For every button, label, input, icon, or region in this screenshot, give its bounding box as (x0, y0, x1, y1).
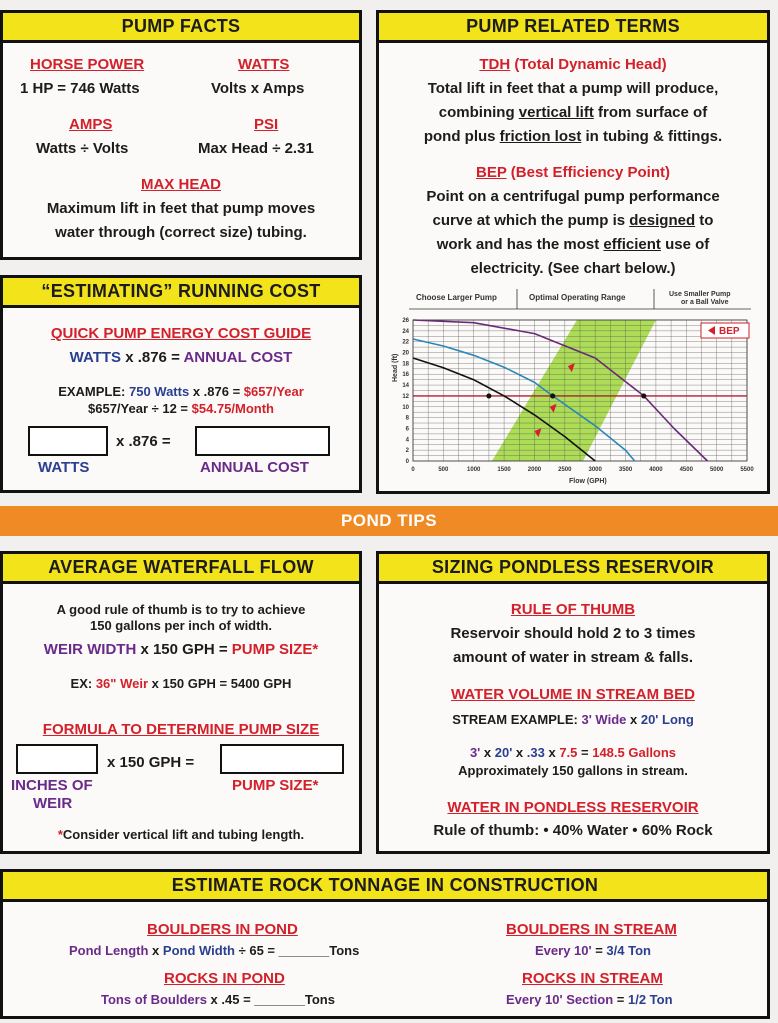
bep-legend-label: BEP (719, 326, 740, 337)
operating-point-dot (550, 393, 555, 398)
formula-gph: x 150 GPH = (136, 641, 232, 658)
running-cost-panel (0, 275, 362, 493)
waterfall-example-weir: 36" Weir (95, 676, 148, 691)
calc-x2: x (512, 745, 527, 760)
cost-example-monthly (3, 401, 359, 416)
example-label: EXAMPLE: (58, 384, 129, 399)
calc-length: 20' (494, 745, 513, 760)
rocks-pond-title: ROCKS IN POND (164, 970, 285, 987)
tdh-full: (Total Dynamic Head) (510, 56, 667, 73)
max-head-line1: Maximum lift in feet that pump moves (46, 200, 316, 217)
stream-example-x: x (626, 712, 641, 727)
boulders-stream-title: BOULDERS IN STREAM (506, 921, 677, 938)
calc-depth: .33 (526, 745, 545, 760)
bp-x: x (148, 943, 163, 958)
formula-annual: ANNUAL COST (183, 349, 293, 366)
chart-top-label-larger: Choose Larger Pump (416, 293, 497, 302)
waterfall-example (3, 676, 359, 691)
chart-y-tick-label: 14 (402, 383, 409, 390)
waterfall-note (3, 827, 359, 842)
rs-value: 1/2 Ton (627, 992, 673, 1007)
rocks-pond-formula (101, 992, 335, 1007)
rock-tonnage-panel (0, 869, 770, 1019)
bp-pond-length: Pond Length (69, 943, 149, 958)
horse-power-value: 1 HP = 746 Watts (20, 80, 140, 97)
pondless-line: Rule of thumb: • 40% Water • 60% Rock (433, 822, 713, 839)
box-annual-label: ANNUAL COST (200, 459, 309, 476)
pump-size-label: PUMP SIZE* (232, 777, 319, 794)
pump-performance-chart (379, 287, 767, 487)
box-multiplier: x .876 = (116, 433, 171, 450)
rp-rest: x .45 = _______Tons (206, 992, 335, 1007)
rule-line2: amount of water in stream & falls. (452, 649, 694, 666)
tdh-line2-c: from surface of (593, 104, 708, 121)
bep-line2 (379, 209, 767, 233)
boulders-pond-title: BOULDERS IN POND (147, 921, 298, 938)
bep-line2-a: curve at which the pump is (432, 212, 630, 229)
pump-terms-panel (376, 10, 770, 494)
bep-line3-c: use of (660, 236, 710, 253)
example-year: $657/Year (243, 384, 304, 399)
stream-approx: Approximately 150 gallons in stream. (458, 763, 688, 778)
chart-x-tick-label: 5500 (740, 467, 754, 473)
formula-multiplier: x .876 = (121, 349, 184, 366)
tdh-heading (379, 53, 767, 77)
chart-plot-area (402, 289, 754, 473)
chart-y-axis-label: Head (ft) (392, 353, 399, 382)
calc-width: 3' (469, 745, 481, 760)
rs-eq: = (613, 992, 628, 1007)
box-watts-label: WATTS (38, 459, 90, 476)
pondless-title: WATER IN PONDLESS RESERVOIR (447, 799, 699, 816)
rock-tonnage-title: ESTIMATE ROCK TONNAGE IN CONSTRUCTION (3, 872, 767, 902)
calc-result: 148.5 Gallons (592, 745, 677, 760)
bs-eq: = (591, 943, 607, 958)
chart-y-tick-label: 18 (402, 361, 409, 368)
annual-cost-input-box[interactable] (195, 426, 330, 456)
chart-y-tick-label: 24 (402, 328, 409, 335)
psi-label: PSI (254, 116, 279, 133)
bs-value: 3/4 Ton (606, 943, 651, 958)
tdh-line3 (379, 125, 767, 149)
chart-x-tick-label: 0 (411, 467, 415, 473)
example-monthly-b: $54.75/Month (191, 401, 274, 416)
chart-x-tick-label: 4000 (649, 467, 663, 473)
stream-example (379, 712, 767, 727)
calc-eq: = (577, 745, 593, 760)
formula-pump-size: PUMP SIZE* (231, 641, 319, 658)
chart-x-tick-label: 500 (438, 467, 449, 473)
bep-efficient: efficient (603, 236, 661, 253)
calc-x1: x (480, 745, 495, 760)
max-head-label: MAX HEAD (140, 176, 221, 193)
chart-y-tick-label: 2 (405, 448, 409, 455)
chart-y-tick-label: 8 (405, 415, 409, 422)
pump-size-input-box[interactable] (220, 744, 344, 774)
running-cost-title: “ESTIMATING” RUNNING COST (3, 278, 359, 308)
waterfall-example-a: EX: (70, 676, 96, 691)
bep-abbr: BEP (476, 164, 507, 181)
chart-x-tick-label: 3500 (618, 467, 633, 473)
operating-point-dot (641, 393, 646, 398)
chart-y-tick-label: 20 (402, 350, 409, 357)
weir-label: WEIR (33, 795, 73, 812)
waterfall-title: AVERAGE WATERFALL FLOW (3, 554, 359, 584)
watts-input-box[interactable] (28, 426, 108, 456)
calc-x3: x (544, 745, 560, 760)
pump-terms-title: PUMP RELATED TERMS (379, 13, 767, 43)
bp-rest: ÷ 65 = _______Tons (235, 943, 360, 958)
chart-x-tick-label: 2500 (558, 467, 572, 473)
example-mid: x .876 = (189, 384, 244, 399)
chart-x-axis-label: Flow (GPH) (569, 478, 607, 485)
rocks-stream-formula (506, 992, 673, 1007)
chart-y-tick-label: 16 (402, 372, 409, 379)
bep-line2-c: to (695, 212, 714, 229)
horse-power-label: HORSE POWER (30, 56, 145, 73)
formula-watts: WATTS (69, 349, 122, 366)
tdh-friction-lost: friction lost (499, 128, 582, 145)
inches-of-label: INCHES OF (11, 777, 93, 794)
chart-y-tick-label: 26 (402, 318, 409, 324)
chart-y-tick-label: 12 (402, 393, 409, 400)
chart-x-tick-label: 5000 (709, 467, 724, 473)
stream-example-a: STREAM EXAMPLE: (452, 712, 582, 727)
example-monthly-a: $657/Year ÷ 12 = (88, 401, 192, 416)
tdh-vertical-lift: vertical lift (518, 104, 594, 121)
stream-example-wide: 3' Wide (581, 712, 627, 727)
pump-facts-panel (0, 10, 362, 260)
tdh-line3-c: in tubing & fittings. (581, 128, 723, 145)
calc-factor: 7.5 (559, 745, 578, 760)
tdh-abbr: TDH (479, 56, 511, 73)
waterfall-intro-1: A good rule of thumb is to try to achieve (56, 602, 306, 617)
rs-every: Every 10' Section (506, 992, 614, 1007)
formula-title: FORMULA TO DETERMINE PUMP SIZE (42, 721, 320, 738)
formula-weir-width: WEIR WIDTH (43, 641, 137, 658)
reservoir-title: SIZING PONDLESS RESERVOIR (379, 554, 767, 584)
example-watts: 750 Watts (128, 384, 190, 399)
chart-top-label-smaller-1: Use Smaller Pump (669, 291, 731, 298)
amps-label: AMPS (69, 116, 113, 133)
tdh-line2-a: combining (438, 104, 519, 121)
reservoir-panel (376, 551, 770, 854)
waterfall-formula (3, 638, 359, 662)
rp-tons: Tons of Boulders (101, 992, 207, 1007)
waterfall-intro-2: 150 gallons per inch of width. (89, 618, 273, 633)
boulders-stream-formula (535, 943, 651, 958)
chart-x-tick-label: 4500 (679, 467, 693, 473)
boulders-pond-formula (69, 943, 359, 958)
rule-of-thumb-title: RULE OF THUMB (510, 601, 636, 618)
chart-x-tick-label: 1000 (467, 467, 481, 473)
note-asterisk: * (57, 827, 63, 842)
quick-guide-title: QUICK PUMP ENERGY COST GUIDE (50, 325, 312, 342)
chart-x-tick-label: 1500 (497, 467, 511, 473)
cost-formula (3, 346, 359, 370)
chart-y-tick-label: 22 (402, 339, 409, 346)
chart-top-label-smaller-2: or a Ball Valve (681, 299, 729, 306)
rule-line1: Reservoir should hold 2 to 3 times (450, 625, 696, 642)
pond-tips-band: POND TIPS (0, 506, 778, 536)
stream-calc (379, 745, 767, 760)
bep-line3-a: work and has the most (436, 236, 604, 253)
rocks-stream-title: ROCKS IN STREAM (522, 970, 663, 987)
pump-facts-title: PUMP FACTS (3, 13, 359, 43)
weir-box-multiplier: x 150 GPH = (107, 754, 195, 771)
cost-example (3, 384, 359, 399)
note-text: Consider vertical lift and tubing length. (62, 827, 305, 842)
watts-value: Volts x Amps (211, 80, 305, 97)
chart-x-tick-label: 3000 (588, 467, 602, 473)
tdh-line1: Total lift in feet that a pump will produce, (427, 80, 719, 97)
bep-designed: designed (629, 212, 696, 229)
tdh-line3-a: pond plus (423, 128, 500, 145)
tdh-line2 (379, 101, 767, 125)
chart-top-label-optimal: Optimal Operating Range (529, 293, 626, 302)
bep-line4: electricity. (See chart below.) (470, 260, 676, 277)
chart-x-tick-label: 2000 (527, 467, 542, 473)
operating-point-dot (486, 393, 491, 398)
volume-title: WATER VOLUME IN STREAM BED (451, 686, 695, 703)
amps-value: Watts ÷ Volts (36, 140, 129, 157)
bep-full: (Best Efficiency Point) (506, 164, 670, 181)
waterfall-example-c: x 150 GPH = 5400 GPH (148, 676, 292, 691)
bp-pond-width: Pond Width (162, 943, 235, 958)
stream-example-long: 20' Long (640, 712, 694, 727)
chart-y-tick-label: 10 (402, 404, 409, 411)
waterfall-panel (0, 551, 362, 854)
psi-value: Max Head ÷ 2.31 (198, 140, 314, 157)
bep-line3 (379, 233, 767, 257)
chart-y-tick-label: 0 (405, 459, 409, 465)
watts-label: WATTS (238, 56, 290, 73)
bep-line1: Point on a centrifugal pump performance (426, 188, 720, 205)
bs-every: Every 10' (535, 943, 592, 958)
chart-y-tick-label: 6 (405, 426, 409, 433)
weir-input-box[interactable] (16, 744, 98, 774)
bep-heading (379, 161, 767, 185)
chart-y-tick-label: 4 (405, 437, 409, 444)
max-head-line2: water through (correct size) tubing. (55, 224, 307, 241)
